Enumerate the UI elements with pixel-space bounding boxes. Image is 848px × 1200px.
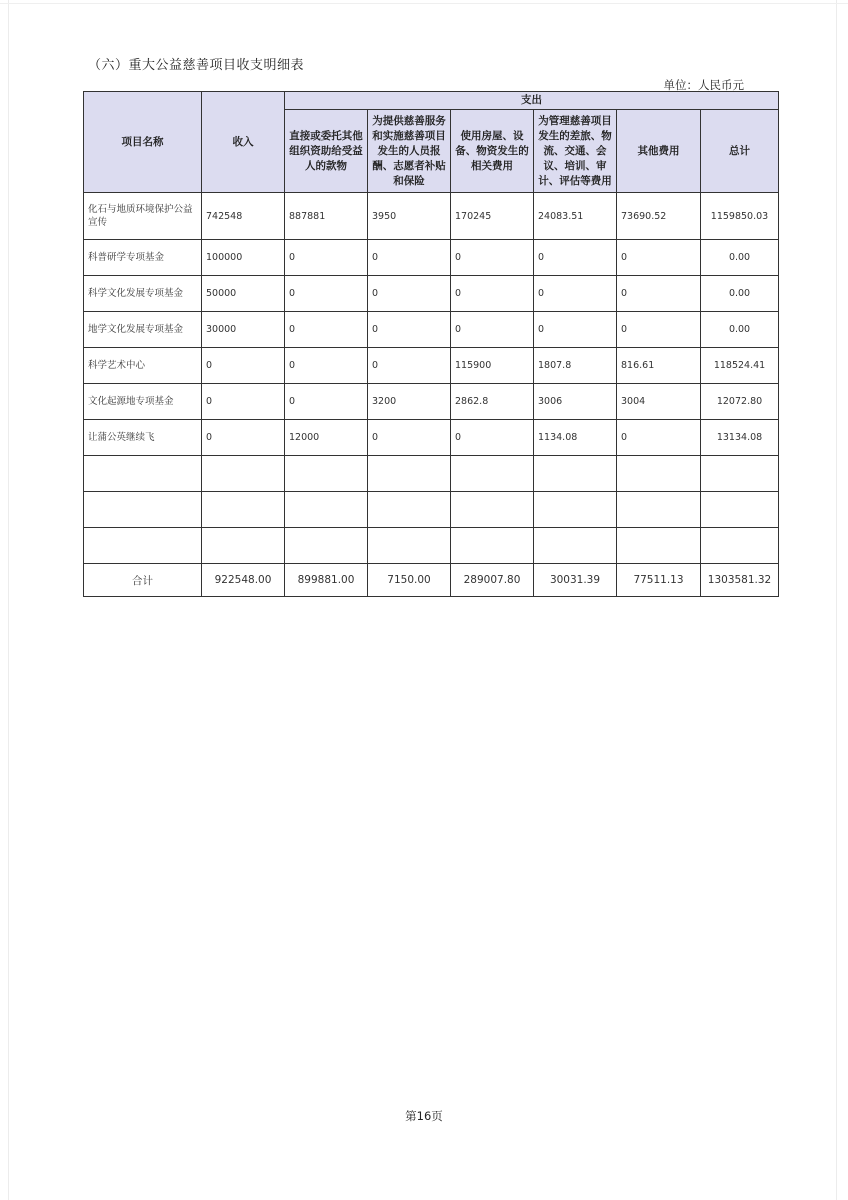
cell-facilities: 170245: [451, 193, 534, 240]
cell-income: 742548: [202, 193, 285, 240]
cell-direct-aid: 0: [285, 348, 368, 384]
sum-personnel: 7150.00: [368, 564, 451, 597]
cell-personnel: 0: [368, 420, 451, 456]
cell-management: 0: [534, 312, 617, 348]
empty-row: [84, 456, 779, 492]
cell-other: 0: [617, 276, 701, 312]
cell-management: 3006: [534, 384, 617, 420]
cell-project-name: 文化起源地专项基金: [84, 384, 202, 420]
cell-personnel: 0: [368, 276, 451, 312]
cell-personnel: 3200: [368, 384, 451, 420]
cell-management: 1134.08: [534, 420, 617, 456]
table-row: [84, 312, 779, 348]
cell-total: 0.00: [701, 276, 779, 312]
cell-project-name: 化石与地质环境保护公益宣传: [84, 193, 202, 240]
cell-total: 13134.08: [701, 420, 779, 456]
sum-total: 1303581.32: [701, 564, 779, 597]
cell-direct-aid: 12000: [285, 420, 368, 456]
scan-edge-top: [0, 3, 848, 4]
cell-income: 0: [202, 384, 285, 420]
sum-income: 922548.00: [202, 564, 285, 597]
cell-project-name: 地学文化发展专项基金: [84, 312, 202, 348]
cell-management: 24083.51: [534, 193, 617, 240]
cell-income: 50000: [202, 276, 285, 312]
table-row: [84, 276, 779, 312]
cell-project-name: 科学文化发展专项基金: [84, 276, 202, 312]
scan-edge-right: [836, 0, 837, 1200]
header-personnel: 为提供慈善服务和实施慈善项目发生的人员报酬、志愿者补贴和保险: [368, 110, 451, 193]
header-total: 总计: [701, 110, 779, 193]
cell-project-name: 科普研学专项基金: [84, 240, 202, 276]
table-row: [84, 240, 779, 276]
sum-row: [84, 564, 779, 597]
cell-total: 0.00: [701, 240, 779, 276]
cell-direct-aid: 0: [285, 240, 368, 276]
cell-other: 0: [617, 420, 701, 456]
cell-management: 1807.8: [534, 348, 617, 384]
cell-facilities: 115900: [451, 348, 534, 384]
project-income-expense-table: [83, 91, 779, 597]
sum-management: 30031.39: [534, 564, 617, 597]
cell-total: 12072.80: [701, 384, 779, 420]
cell-personnel: 0: [368, 348, 451, 384]
cell-other: 0: [617, 312, 701, 348]
cell-other: 816.61: [617, 348, 701, 384]
currency-unit: 单位：人民币元: [663, 78, 744, 92]
table-row: [84, 193, 779, 240]
header-project-name: 项目名称: [84, 92, 202, 193]
cell-facilities: 0: [451, 240, 534, 276]
header-row-top: [84, 92, 779, 110]
header-income: 收入: [202, 92, 285, 193]
header-expense-group: 支出: [285, 92, 779, 110]
cell-other: 73690.52: [617, 193, 701, 240]
cell-facilities: 2862.8: [451, 384, 534, 420]
header-direct-aid: 直接或委托其他组织资助给受益人的款物: [285, 110, 368, 193]
cell-income: 30000: [202, 312, 285, 348]
cell-facilities: 0: [451, 420, 534, 456]
table-row: [84, 420, 779, 456]
header-facilities: 使用房屋、设备、物资发生的相关费用: [451, 110, 534, 193]
cell-total: 118524.41: [701, 348, 779, 384]
sum-other: 77511.13: [617, 564, 701, 597]
cell-personnel: 0: [368, 312, 451, 348]
cell-income: 0: [202, 348, 285, 384]
cell-project-name: 让蒲公英继续飞: [84, 420, 202, 456]
table-row: [84, 348, 779, 384]
cell-direct-aid: 887881: [285, 193, 368, 240]
header-management: 为管理慈善项目发生的差旅、物流、交通、会议、培训、审计、评估等费用: [534, 110, 617, 193]
sum-facilities: 289007.80: [451, 564, 534, 597]
sum-label: 合计: [84, 564, 202, 597]
sum-direct-aid: 899881.00: [285, 564, 368, 597]
cell-direct-aid: 0: [285, 312, 368, 348]
cell-management: 0: [534, 276, 617, 312]
cell-facilities: 0: [451, 312, 534, 348]
cell-personnel: 3950: [368, 193, 451, 240]
cell-facilities: 0: [451, 276, 534, 312]
cell-other: 3004: [617, 384, 701, 420]
empty-row: [84, 492, 779, 528]
header-other: 其他费用: [617, 110, 701, 193]
cell-personnel: 0: [368, 240, 451, 276]
page-number: 第16页: [405, 1109, 443, 1123]
cell-total: 1159850.03: [701, 193, 779, 240]
cell-direct-aid: 0: [285, 384, 368, 420]
table-row: [84, 384, 779, 420]
section-title: （六）重大公益慈善项目收支明细表: [88, 58, 305, 73]
cell-total: 0.00: [701, 312, 779, 348]
cell-direct-aid: 0: [285, 276, 368, 312]
cell-other: 0: [617, 240, 701, 276]
cell-management: 0: [534, 240, 617, 276]
scan-edge-left: [8, 0, 9, 1200]
cell-project-name: 科学艺术中心: [84, 348, 202, 384]
cell-income: 100000: [202, 240, 285, 276]
empty-row: [84, 528, 779, 564]
cell-income: 0: [202, 420, 285, 456]
